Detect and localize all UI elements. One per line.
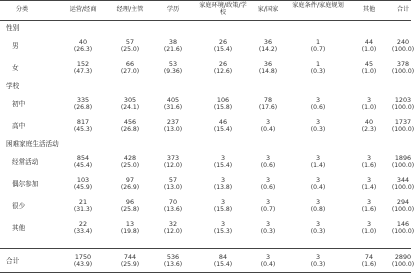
cell-percent: (21.6) xyxy=(163,46,183,53)
cell-count: 378 xyxy=(396,60,410,68)
cell-count: 1203 xyxy=(394,96,412,104)
table-cell xyxy=(197,154,249,170)
cell-count: 3 xyxy=(315,220,321,228)
table-cell xyxy=(108,96,152,112)
cell-percent: (1.0) xyxy=(361,46,377,53)
table-cell xyxy=(197,96,249,112)
table-cell xyxy=(249,198,287,214)
table-cell xyxy=(388,220,418,236)
cell-count: 3 xyxy=(265,253,271,261)
table-cell xyxy=(292,176,344,192)
table-rule xyxy=(0,0,411,1)
cell-count: 1750 xyxy=(74,253,92,261)
cell-count: 1896 xyxy=(394,154,412,162)
total-cell xyxy=(347,253,391,269)
cell-percent: (0.3) xyxy=(310,126,326,133)
cell-percent: (0.3) xyxy=(310,68,326,75)
table-cell xyxy=(249,96,287,112)
table-cell xyxy=(60,220,106,236)
cell-count: 3 xyxy=(265,198,271,206)
cell-percent: (100.0) xyxy=(391,46,415,53)
column-header: 经理/主管 xyxy=(116,6,144,13)
column-header: 合计 xyxy=(396,6,410,13)
cell-percent: (14.8) xyxy=(258,68,278,75)
column-header: 运营/经商 xyxy=(69,6,97,13)
table-cell xyxy=(292,38,344,54)
cell-count: 3 xyxy=(315,253,321,261)
cell-percent: (27.0) xyxy=(120,68,140,75)
cell-count: 36 xyxy=(263,38,273,46)
cell-count: 3 xyxy=(366,198,372,206)
cell-percent: (25.0) xyxy=(120,46,140,53)
table-cell xyxy=(154,38,192,54)
cell-percent: (0.3) xyxy=(260,228,276,235)
cell-percent: (19.8) xyxy=(120,228,140,235)
table-rule xyxy=(0,272,411,273)
cell-count: 428 xyxy=(123,154,137,162)
cell-count: 152 xyxy=(76,60,90,68)
cell-percent: (100.0) xyxy=(391,228,415,235)
row-label: 其他 xyxy=(12,224,26,232)
row-label: 经常活动 xyxy=(12,158,39,166)
cell-percent: (26.8) xyxy=(120,126,140,133)
cell-percent: (1.6) xyxy=(361,261,377,268)
cell-percent: (13.8) xyxy=(213,184,233,191)
cell-count: 36 xyxy=(263,60,273,68)
cell-percent: (0.7) xyxy=(310,46,326,53)
cell-percent: (26.9) xyxy=(120,184,140,191)
cell-count: 3 xyxy=(265,176,271,184)
cell-percent: (45.3) xyxy=(73,126,93,133)
cell-count: 744 xyxy=(123,253,137,261)
cell-count: 146 xyxy=(396,220,410,228)
cell-percent: (25.0) xyxy=(120,162,140,169)
cell-count: 536 xyxy=(166,253,180,261)
table-cell xyxy=(108,118,152,134)
column-header: 家庭条件/家庭规划 xyxy=(292,2,344,9)
total-cell xyxy=(249,253,287,269)
table-cell xyxy=(60,38,106,54)
table-cell xyxy=(388,118,418,134)
table-cell xyxy=(347,154,391,170)
cell-percent: (15.8) xyxy=(213,104,233,111)
cell-count: 3 xyxy=(265,220,271,228)
table-cell xyxy=(197,176,249,192)
cell-count: 3 xyxy=(366,154,372,162)
cell-count: 3 xyxy=(315,176,321,184)
cell-count: 106 xyxy=(216,96,230,104)
cell-percent: (1.0) xyxy=(361,68,377,75)
cell-count: 305 xyxy=(123,96,137,104)
cell-count: 32 xyxy=(168,220,178,228)
cell-count: 817 xyxy=(76,118,90,126)
cell-percent: (25.9) xyxy=(120,261,140,268)
table-cell xyxy=(154,220,192,236)
cell-percent: (15.4) xyxy=(213,162,233,169)
cell-count: 26 xyxy=(218,38,228,46)
table-cell xyxy=(60,60,106,76)
cell-count: 57 xyxy=(125,38,135,46)
cell-count: 40 xyxy=(78,38,88,46)
cell-count: 21 xyxy=(78,198,88,206)
cell-count: 294 xyxy=(396,198,410,206)
cell-percent: (0.6) xyxy=(260,162,276,169)
table-cell xyxy=(249,118,287,134)
cell-count: 3 xyxy=(265,118,271,126)
table-cell xyxy=(60,198,106,214)
cell-percent: (0.6) xyxy=(260,184,276,191)
cell-percent: (15.3) xyxy=(213,228,233,235)
total-cell xyxy=(154,253,192,269)
total-label: 合计 xyxy=(6,257,20,265)
table-cell xyxy=(388,96,418,112)
header-category: 分类 xyxy=(15,6,29,13)
cell-count: 3 xyxy=(220,176,226,184)
cell-percent: (47.3) xyxy=(73,68,93,75)
table-cell xyxy=(60,96,106,112)
cell-count: 3 xyxy=(366,96,372,104)
table-cell xyxy=(292,60,344,76)
cell-percent: (100.0) xyxy=(391,184,415,191)
column-header: 家庭环境/政策/学校 xyxy=(199,2,247,16)
column-header: 其他 xyxy=(362,6,376,13)
cell-percent: (15.4) xyxy=(213,261,233,268)
table-cell xyxy=(249,60,287,76)
total-cell xyxy=(108,253,152,269)
row-label: 初中 xyxy=(12,100,26,108)
row-label: 女 xyxy=(12,64,19,72)
table-cell xyxy=(197,220,249,236)
table-cell xyxy=(347,198,391,214)
cell-count: 45 xyxy=(364,60,374,68)
cell-percent: (0.7) xyxy=(260,206,276,213)
table-cell xyxy=(108,38,152,54)
table-cell xyxy=(388,60,418,76)
cell-count: 46 xyxy=(218,118,228,126)
table-cell xyxy=(197,198,249,214)
cell-count: 22 xyxy=(78,220,88,228)
cell-percent: (15.4) xyxy=(213,46,233,53)
cell-percent: (12.6) xyxy=(213,68,233,75)
cell-percent: (100.0) xyxy=(391,104,415,111)
section-title: 困难家庭生活活动 xyxy=(6,140,59,148)
cell-percent: (1.6) xyxy=(361,206,377,213)
cell-percent: (31.6) xyxy=(163,104,183,111)
table-cell xyxy=(347,220,391,236)
section-title: 学校 xyxy=(6,82,20,90)
cell-count: 3 xyxy=(366,176,372,184)
table-cell xyxy=(347,96,391,112)
cell-count: 240 xyxy=(396,38,410,46)
cell-percent: (13.0) xyxy=(163,126,183,133)
cell-percent: (100.0) xyxy=(391,162,415,169)
cell-count: 3 xyxy=(315,198,321,206)
cell-count: 335 xyxy=(76,96,90,104)
cell-percent: (1.6) xyxy=(361,162,377,169)
table-cell xyxy=(197,38,249,54)
cell-count: 3 xyxy=(315,154,321,162)
cell-percent: (1.4) xyxy=(361,184,377,191)
cell-percent: (100.0) xyxy=(391,126,415,133)
cell-count: 237 xyxy=(166,118,180,126)
row-label: 高中 xyxy=(12,122,26,130)
table-cell xyxy=(388,154,418,170)
cell-percent: (13.6) xyxy=(163,261,183,268)
cell-percent: (15.8) xyxy=(213,206,233,213)
cell-count: 70 xyxy=(168,198,178,206)
table-cell xyxy=(388,198,418,214)
table-cell xyxy=(249,154,287,170)
cell-percent: (0.4) xyxy=(260,261,276,268)
cell-percent: (13.0) xyxy=(163,184,183,191)
table-cell xyxy=(60,118,106,134)
cell-percent: (15.4) xyxy=(213,126,233,133)
total-cell xyxy=(197,253,249,269)
cell-percent: (24.1) xyxy=(120,104,140,111)
table-cell xyxy=(347,118,391,134)
table-cell xyxy=(347,176,391,192)
cell-percent: (43.9) xyxy=(73,261,93,268)
table-cell xyxy=(154,176,192,192)
table-cell xyxy=(292,220,344,236)
row-label: 男 xyxy=(12,42,19,50)
cell-percent: (33.4) xyxy=(73,228,93,235)
cell-count: 2890 xyxy=(394,253,412,261)
table-cell xyxy=(249,176,287,192)
total-cell xyxy=(292,253,344,269)
cell-percent: (26.3) xyxy=(73,46,93,53)
table-cell xyxy=(108,198,152,214)
cell-percent: (0.6) xyxy=(310,104,326,111)
cell-percent: (31.3) xyxy=(73,206,93,213)
cell-count: 3 xyxy=(366,220,372,228)
total-cell xyxy=(60,253,106,269)
cell-percent: (9.36) xyxy=(163,68,183,75)
cell-percent: (0.8) xyxy=(310,206,326,213)
cell-percent: (12.0) xyxy=(163,162,183,169)
cell-percent: (17.6) xyxy=(258,104,278,111)
table-cell xyxy=(60,176,106,192)
cell-count: 26 xyxy=(218,60,228,68)
total-cell xyxy=(388,253,418,269)
table-cell xyxy=(108,60,152,76)
table-cell xyxy=(249,38,287,54)
cell-percent: (25.8) xyxy=(120,206,140,213)
cell-percent: (45.9) xyxy=(73,184,93,191)
cell-count: 103 xyxy=(76,176,90,184)
table-cell xyxy=(388,38,418,54)
cell-percent: (1.0) xyxy=(361,228,377,235)
cell-count: 3 xyxy=(315,96,321,104)
cell-percent: (100.0) xyxy=(391,68,415,75)
cell-count: 84 xyxy=(218,253,228,261)
cell-percent: (0.4) xyxy=(260,126,276,133)
table-cell xyxy=(60,154,106,170)
table-cell xyxy=(292,96,344,112)
table-rule xyxy=(0,248,411,249)
table-cell xyxy=(197,118,249,134)
cell-count: 1 xyxy=(315,60,321,68)
cell-percent: (100.0) xyxy=(391,206,415,213)
row-label: 偶尔参加 xyxy=(12,180,39,188)
table-cell xyxy=(108,154,152,170)
cell-count: 74 xyxy=(364,253,374,261)
cell-count: 344 xyxy=(396,176,410,184)
table-cell xyxy=(347,60,391,76)
cell-count: 3 xyxy=(220,198,226,206)
cell-count: 3 xyxy=(220,154,226,162)
table-cell xyxy=(292,154,344,170)
cell-percent: (0.3) xyxy=(310,228,326,235)
row-label: 很少 xyxy=(12,202,26,210)
cell-count: 78 xyxy=(263,96,273,104)
table-cell xyxy=(108,176,152,192)
cell-count: 44 xyxy=(364,38,374,46)
column-header: 学历 xyxy=(166,6,180,13)
table-cell xyxy=(388,176,418,192)
cell-count: 3 xyxy=(265,154,271,162)
cell-percent: (12.0) xyxy=(163,228,183,235)
cell-percent: (13.6) xyxy=(163,206,183,213)
cell-count: 854 xyxy=(76,154,90,162)
table-cell xyxy=(347,38,391,54)
table-cell xyxy=(154,118,192,134)
cell-count: 405 xyxy=(166,96,180,104)
table-cell xyxy=(154,60,192,76)
cell-percent: (1.4) xyxy=(310,162,326,169)
column-header: 家/国家 xyxy=(257,6,279,13)
cell-percent: (100.0) xyxy=(391,261,415,268)
cell-percent: (14.2) xyxy=(258,46,278,53)
table-cell xyxy=(292,198,344,214)
cell-count: 1737 xyxy=(394,118,412,126)
table-cell xyxy=(197,60,249,76)
cell-count: 13 xyxy=(125,220,135,228)
cell-count: 96 xyxy=(125,198,135,206)
cell-percent: (0.4) xyxy=(310,184,326,191)
table-rule xyxy=(0,20,411,21)
cell-count: 38 xyxy=(168,38,178,46)
cell-count: 66 xyxy=(125,60,135,68)
section-title: 性别 xyxy=(6,24,20,32)
cell-percent: (26.8) xyxy=(73,104,93,111)
table-cell xyxy=(108,220,152,236)
table-cell xyxy=(154,198,192,214)
cell-count: 1 xyxy=(315,38,321,46)
cell-count: 3 xyxy=(220,220,226,228)
cell-count: 57 xyxy=(168,176,178,184)
cell-percent: (2.3) xyxy=(361,126,377,133)
cell-percent: (1.0) xyxy=(361,104,377,111)
table-cell xyxy=(154,154,192,170)
cell-count: 40 xyxy=(364,118,374,126)
cell-percent: (45.4) xyxy=(73,162,93,169)
table-cell xyxy=(249,220,287,236)
cell-percent: (0.3) xyxy=(310,261,326,268)
cell-count: 456 xyxy=(123,118,137,126)
cell-count: 3 xyxy=(315,118,321,126)
table-cell xyxy=(292,118,344,134)
cell-count: 373 xyxy=(166,154,180,162)
table-cell xyxy=(154,96,192,112)
cell-count: 97 xyxy=(125,176,135,184)
cell-count: 53 xyxy=(168,60,178,68)
